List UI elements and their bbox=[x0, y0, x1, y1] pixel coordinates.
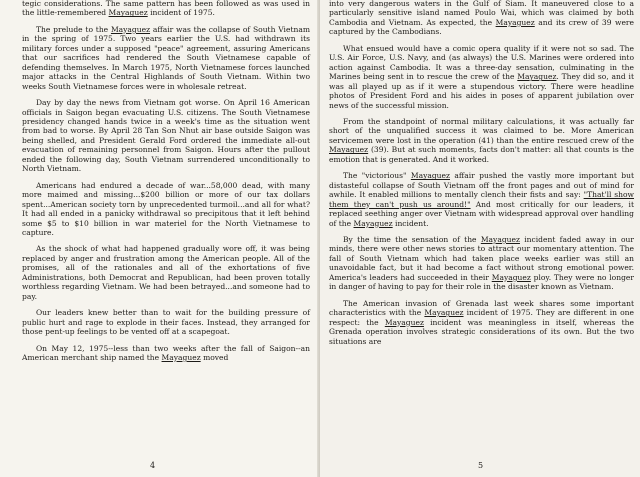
left-page bbox=[0, 0, 318, 477]
right-page bbox=[320, 0, 640, 477]
paragraph: The prelude to the Mayaguez affair was the collapse of South Vietnam in the spring of 1975. Two years earlier the U.S. had withdrawn its military forces under a supposed "peace" agreement, assuring Americans that our sacrifices had rendered the South Vietnamese capable of defending themselves. In March 1975, North Vietnamese forces launched major attacks in the Central Highlands of South Vietnam. Within two weeks South Vietnamese forces were in wholesale retreat. bbox=[22, 24, 310, 91]
paragraph: On May 12, 1975--less than two weeks after the fall of Saigon--an American merchant ship named the Mayaguez moved bbox=[22, 343, 310, 362]
underlined-ship-name: Mayaguez bbox=[384, 317, 424, 327]
paragraph: The "victorious" Mayaguez affair pushed the vastly more important but distasteful collapse of South Vietnam off the front pages and out of mind for awhile. It enabled millions to mentally clench their fists and say: "That'll show them they can't push us around!" And most critically for our leaders, it replaced seething anger over Vietnam with widespread approval over handling of the Mayaguez incident. bbox=[329, 171, 635, 228]
underlined-ship-name: Mayaguez bbox=[424, 308, 464, 318]
paragraph: Our leaders knew better than to wait for the building pressure of public hurt and rage to explode in their faces. Instead, they arranged for those pent-up feelings to be vented off at a scapegoat. bbox=[22, 308, 310, 337]
underlined-ship-name: Mayaguez bbox=[480, 234, 520, 244]
underlined-quote: "That'll show them they can't push us around!" bbox=[329, 190, 635, 209]
underlined-ship-name: Mayaguez bbox=[410, 171, 450, 181]
underlined-ship-name: Mayaguez bbox=[108, 8, 148, 18]
underlined-ship-name: Mayaguez bbox=[110, 24, 151, 34]
underlined-ship-name: Mayaguez bbox=[353, 218, 393, 228]
paragraph: By the time the sensation of the Mayaguez incident faded away in our minds, there were other news stories to attract our momentary attention. The fall of South Vietnam which had taken place weeks earlier was still an unavoidable fact, but it had become a fact without strong emotional power. America's leaders had succeeded in their Mayaguez ploy. They were no longer in danger of having to pay for their role in the disaster known as Vietnam. bbox=[329, 234, 634, 292]
underlined-ship-name: Mayaguez bbox=[517, 72, 557, 82]
paragraph: tegic considerations. The same pattern has been followed as was used in the little-remembered Mayaguez incident of 1975. bbox=[22, 0, 310, 18]
paragraph: Americans had endured a decade of war...58,000 dead, with many more maimed and missing...$200 billion or more of our tax dollars spent...American society torn by unprecedented turmoil...and all for what? It had all ended in a panicky withdrawal so precipitous that it left behind some $5 to $10 billion in war materiel for the North Vietnamese to capture. bbox=[22, 180, 310, 237]
paragraph: What ensued would have a comic opera quality if it were not so sad. The U.S. Air Force, U.S. Navy, and (as always) the U.S. Marines were ordered into action against Cambodia. It was a three-day sensation, culminating in the Marines being sent in to rescue the crew of the Mayaguez. They did so, and it was all played up as if it were a stupendous victory. There were headline photos of President Ford and his aides in poses of apparent jubilation over news of the successful mission. bbox=[329, 43, 634, 110]
underlined-ship-name: Mayaguez bbox=[491, 272, 531, 282]
paragraph: As the shock of what had happened gradually wore off, it was being replaced by anger and frustration among the American people. All of the promises, all of the rationales and all of the exhortations of five Administrations, both Democrat and Republican, had been proven totally worthless regarding Vietnam. We had been betrayed...and someone had to pay. bbox=[22, 244, 310, 301]
paragraph: into very dangerous waters in the Gulf of Siam. It maneuvered close to a particularly sensitive island named Poulo Wai, which was claimed by both Cambodia and Vietnam. As expected, the Mayaguez and its crew of 39 were captured by the Cambodians. bbox=[329, 0, 635, 37]
underlined-ship-name: Mayaguez bbox=[329, 145, 369, 155]
paragraph: Day by day the news from Vietnam got worse. On April 16 American officials in Saigon began evacuating U.S. citizens. The South Vietnamese presidency changed hands twice in a week's time as the situation went from bad to worse. By April 28 Tan Son Nhut air base outside Saigon was being shelled, and President Gerald Ford ordered the immediate all-out evacuation of remaining personnel from Saigon. Hours after the pullout ended the following day, South Vietnam surrendered unconditionally to North Vietnam. bbox=[22, 98, 310, 174]
page-number: 4 bbox=[150, 460, 156, 470]
paragraph: From the standpoint of normal military calculations, it was actually far short of the unqualified success it was claimed to be. More American servicemen were lost in the operation (41) than the entire rescued crew of the Mayaguez (39). But at such moments, facts don't matter: all that counts is the emotion that is generated. And it worked. bbox=[329, 116, 634, 164]
paragraph: The American invasion of Grenada last week shares some important characteristics with the Mayaguez incident of 1975. They are different in one respect: the Mayaguez incident was meaningless in itself, whereas the Grenada operation involves strategic considerations of its own. But the two situations are bbox=[329, 298, 634, 346]
page-number: 5 bbox=[478, 460, 484, 470]
underlined-ship-name: Mayaguez bbox=[161, 352, 201, 362]
underlined-ship-name: Mayaguez bbox=[495, 17, 535, 27]
